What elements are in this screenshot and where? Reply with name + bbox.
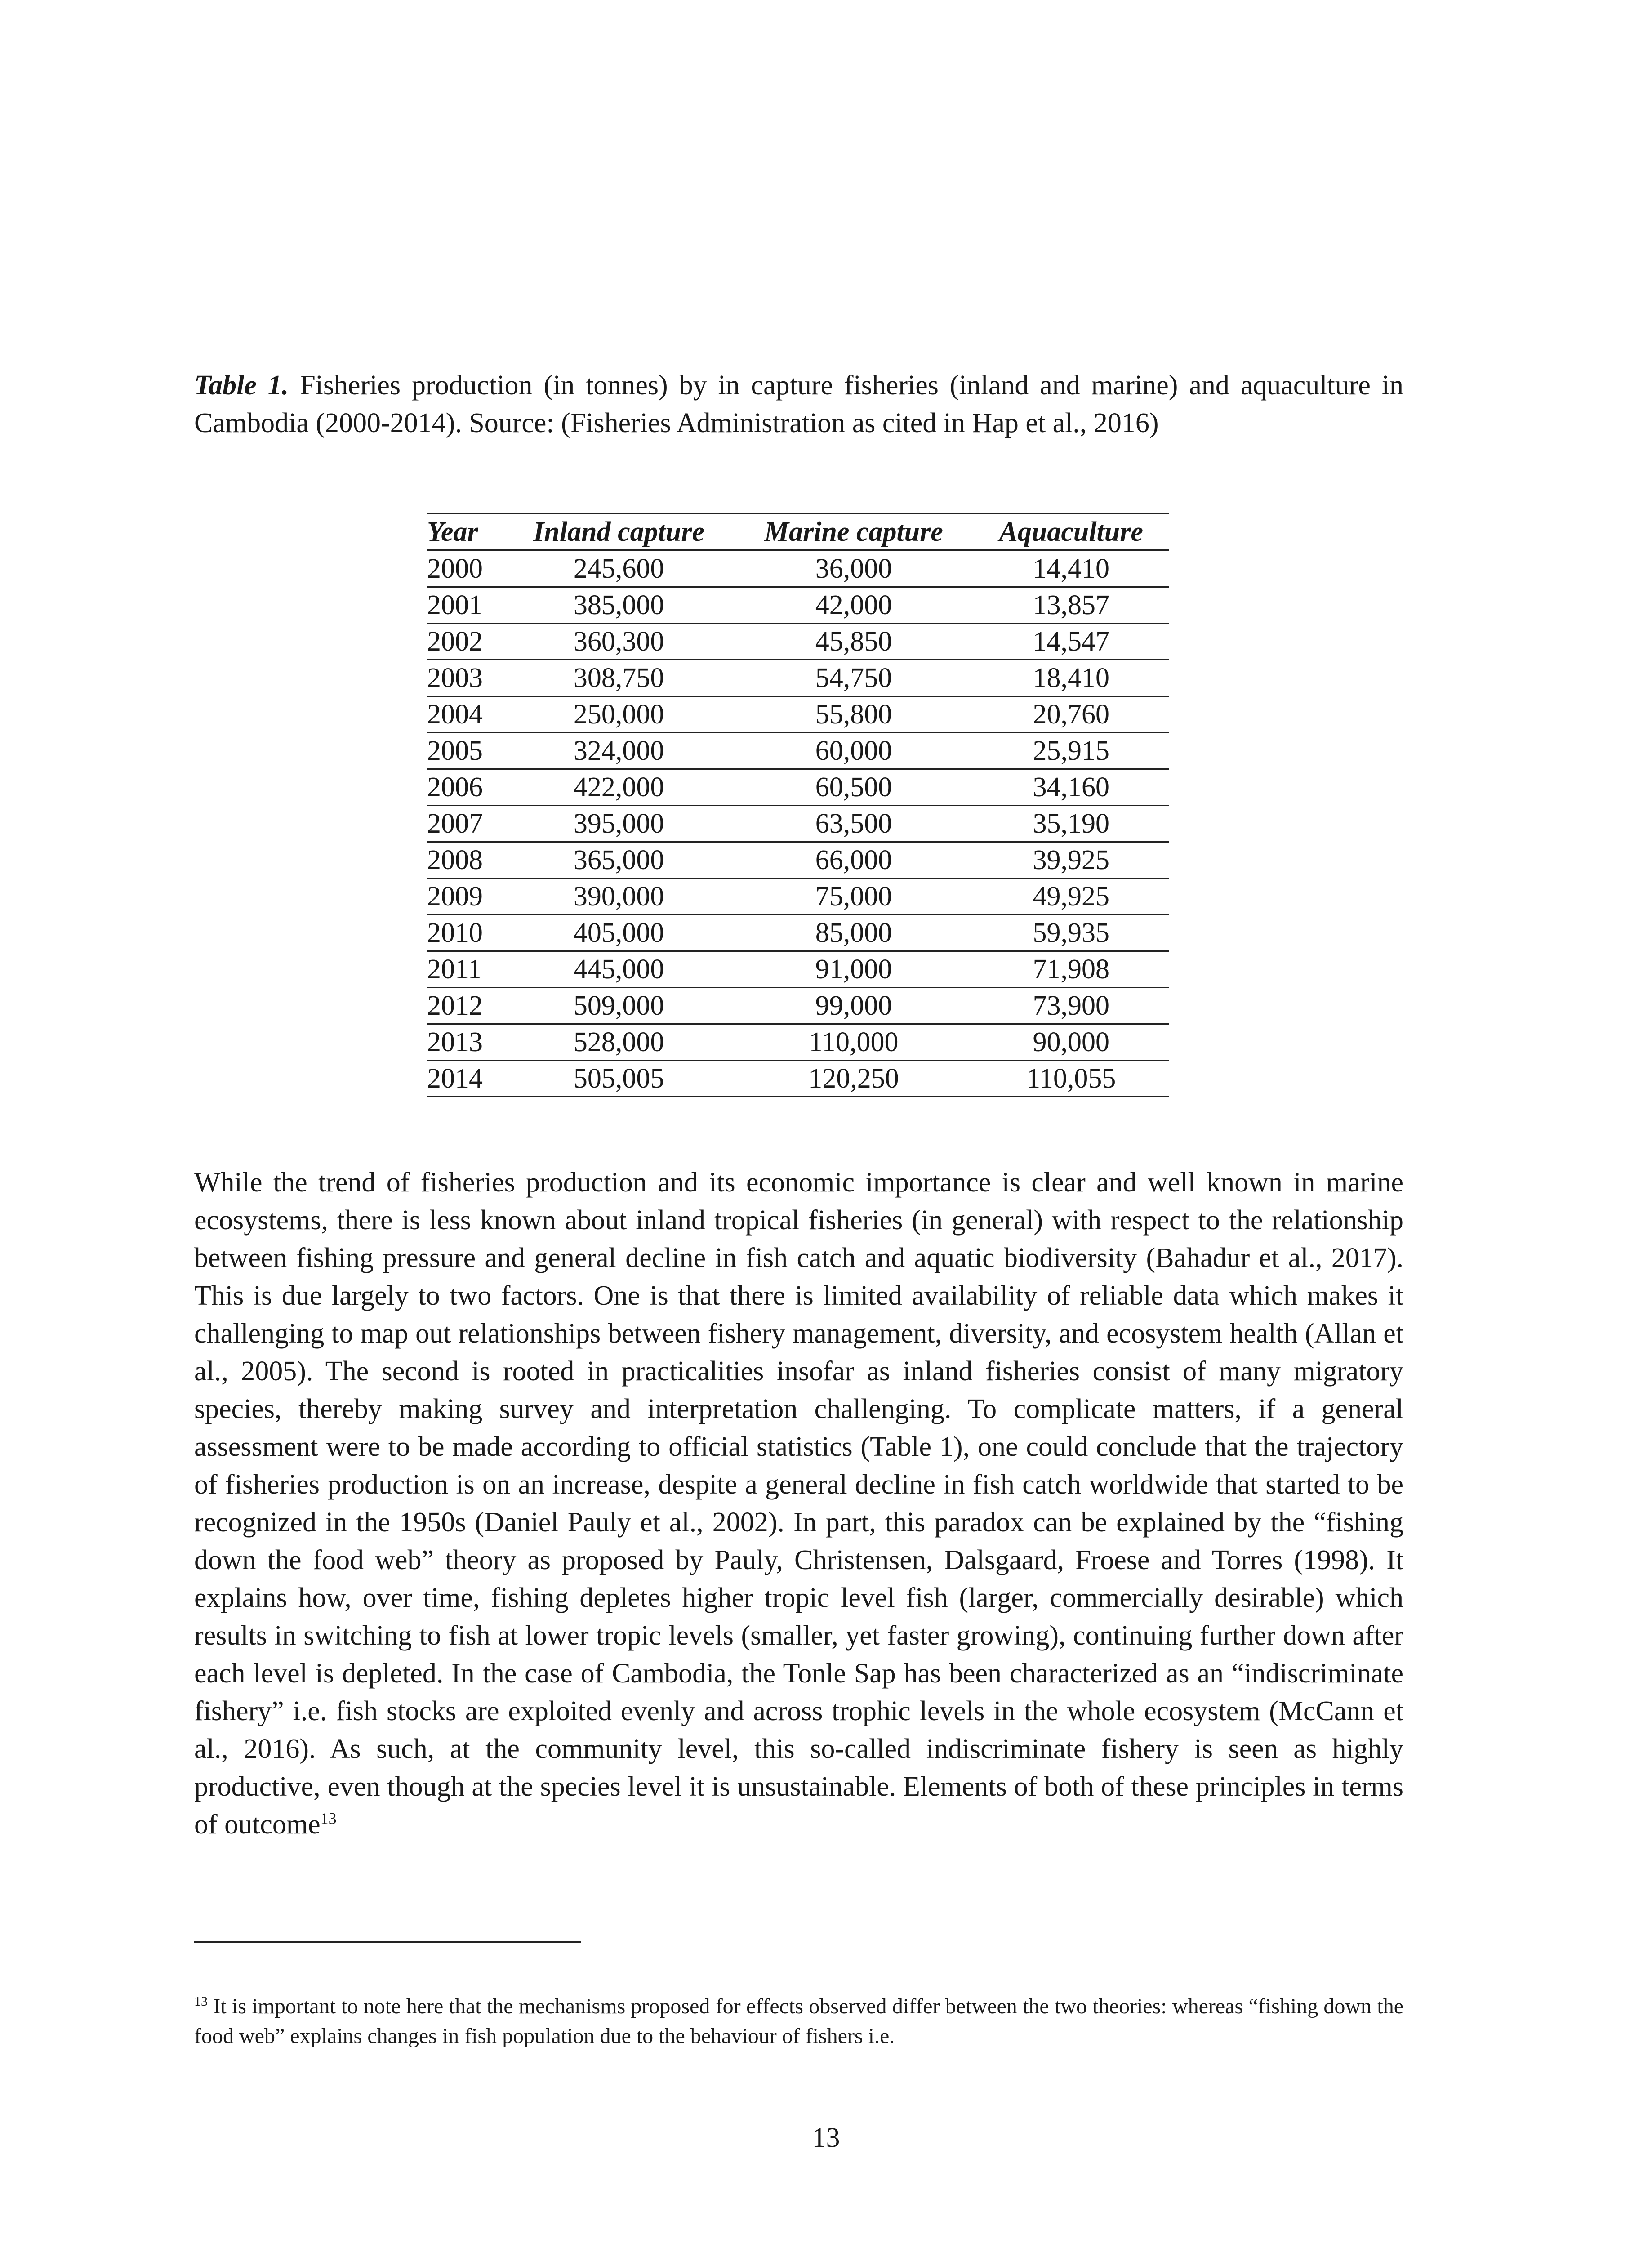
cell-marine-capture: 85,000 [734, 915, 973, 951]
cell-marine-capture: 54,750 [734, 660, 973, 696]
cell-aquaculture: 18,410 [974, 660, 1169, 696]
cell-aquaculture: 110,055 [974, 1061, 1169, 1097]
cell-inland-capture: 365,000 [504, 842, 734, 879]
cell-year: 2013 [427, 1024, 504, 1061]
body-paragraph-text: While the trend of fisheries production and its economic importance is clear and well known in marine ecosystems, there is less known about inland tropical fisheries (in general) with respect to the relationship between fishing pressure and general decline in fish catch and aquatic biodiversity (Bahadur et al., 2017). This is due largely to two factors. One is that there is limited availability of reliable data which makes it challenging to map out relationships between fishery management, diversity, and ecosystem health (Allan et al., 2005). The second is rooted in practicalities insofar as inland fisheries consist of many migratory species, thereby making survey and interpretation challenging. To complicate matters, if a general assessment were to be made according to official statistics (Table 1), one could conclude that the trajectory of fisheries production is on an increase, despite a general decline in fish catch worldwide that started to be recognized in the 1950s (Daniel Pauly et al., 2002). In part, this paradox can be explained by the “fishing down the food web” theory as proposed by Pauly, Christensen, Dalsgaard, Froese and Torres (1998). It explains how, over time, fishing depletes higher tropic level fish (larger, commercially desirable) which results in switching to fish at lower tropic levels (smaller, yet faster growing), continuing further down after each level is depleted. In the case of Cambodia, the Tonle Sap has been characterized as an “indiscriminate fishery” i.e. fish stocks are exploited evenly and across trophic levels in the whole ecosystem (McCann et al., 2016). As such, at the community level, this so-called indiscriminate fishery is seen as highly productive, even though at the species level it is unsustainable. Elements of both of these principles in terms of outcome [194, 1167, 1403, 1840]
table-row [427, 696, 1169, 733]
cell-inland-capture: 395,000 [504, 806, 734, 842]
cell-aquaculture: 35,190 [974, 806, 1169, 842]
cell-aquaculture: 71,908 [974, 951, 1169, 988]
cell-year: 2002 [427, 624, 504, 660]
table-row [427, 915, 1169, 951]
table-row [427, 1024, 1169, 1061]
cell-aquaculture: 39,925 [974, 842, 1169, 879]
cell-aquaculture: 14,547 [974, 624, 1169, 660]
cell-marine-capture: 75,000 [734, 879, 973, 915]
cell-inland-capture: 505,005 [504, 1061, 734, 1097]
cell-inland-capture: 445,000 [504, 951, 734, 988]
cell-inland-capture: 385,000 [504, 587, 734, 624]
cell-year: 2008 [427, 842, 504, 879]
cell-inland-capture: 360,300 [504, 624, 734, 660]
cell-year: 2000 [427, 550, 504, 587]
column-header-aquaculture: Aquaculture [974, 513, 1169, 550]
cell-year: 2011 [427, 951, 504, 988]
cell-year: 2005 [427, 733, 504, 769]
footnote-number: 13 [194, 1994, 208, 2009]
cell-aquaculture: 90,000 [974, 1024, 1169, 1061]
cell-marine-capture: 42,000 [734, 587, 973, 624]
cell-inland-capture: 245,600 [504, 550, 734, 587]
cell-year: 2004 [427, 696, 504, 733]
cell-marine-capture: 91,000 [734, 951, 973, 988]
cell-year: 2007 [427, 806, 504, 842]
cell-aquaculture: 14,410 [974, 550, 1169, 587]
footnote-reference: 13 [320, 1809, 337, 1828]
table-header-row [427, 513, 1169, 550]
cell-marine-capture: 55,800 [734, 696, 973, 733]
cell-inland-capture: 324,000 [504, 733, 734, 769]
column-header-year: Year [427, 513, 504, 550]
table-caption-label: Table 1. [194, 370, 289, 401]
cell-inland-capture: 509,000 [504, 988, 734, 1024]
fisheries-production-table [427, 513, 1169, 1097]
table-row [427, 951, 1169, 988]
cell-year: 2010 [427, 915, 504, 951]
table-row [427, 1061, 1169, 1097]
cell-aquaculture: 13,857 [974, 587, 1169, 624]
cell-aquaculture: 20,760 [974, 696, 1169, 733]
page-number: 13 [812, 2123, 840, 2153]
table-row [427, 660, 1169, 696]
table-row [427, 879, 1169, 915]
footnote-text: It is important to note here that the mechanisms proposed for effects observed differ between the two theories: whereas “fishing down the food web” explains changes in fish population due to the behaviour of fishers i.e. [194, 1994, 1403, 2048]
cell-inland-capture: 405,000 [504, 915, 734, 951]
cell-inland-capture: 528,000 [504, 1024, 734, 1061]
cell-year: 2001 [427, 587, 504, 624]
table-body [427, 550, 1169, 1097]
cell-year: 2009 [427, 879, 504, 915]
table-row [427, 769, 1169, 806]
table-row [427, 587, 1169, 624]
cell-marine-capture: 60,500 [734, 769, 973, 806]
cell-marine-capture: 110,000 [734, 1024, 973, 1061]
table-row [427, 550, 1169, 587]
table-row [427, 988, 1169, 1024]
cell-marine-capture: 60,000 [734, 733, 973, 769]
cell-inland-capture: 250,000 [504, 696, 734, 733]
cell-aquaculture: 73,900 [974, 988, 1169, 1024]
cell-year: 2006 [427, 769, 504, 806]
cell-marine-capture: 99,000 [734, 988, 973, 1024]
table-row [427, 624, 1169, 660]
table-row [427, 733, 1169, 769]
cell-inland-capture: 422,000 [504, 769, 734, 806]
cell-marine-capture: 36,000 [734, 550, 973, 587]
cell-marine-capture: 66,000 [734, 842, 973, 879]
column-header-inland-capture: Inland capture [504, 513, 734, 550]
footnote [194, 1992, 1403, 2051]
cell-year: 2003 [427, 660, 504, 696]
column-header-marine-capture: Marine capture [734, 513, 973, 550]
table-caption [194, 366, 1403, 442]
table-row [427, 806, 1169, 842]
cell-marine-capture: 63,500 [734, 806, 973, 842]
cell-aquaculture: 49,925 [974, 879, 1169, 915]
cell-inland-capture: 308,750 [504, 660, 734, 696]
cell-marine-capture: 45,850 [734, 624, 973, 660]
cell-marine-capture: 120,250 [734, 1061, 973, 1097]
footnote-divider [194, 1941, 581, 1943]
cell-aquaculture: 59,935 [974, 915, 1169, 951]
table-caption-text: Fisheries production (in tonnes) by in capture fisheries (inland and marine) and aquaculture in Cambodia (2000-2014). Source: (Fisheries Administration as cited in Hap et al., 2016) [194, 370, 1403, 438]
cell-year: 2012 [427, 988, 504, 1024]
body-paragraph [194, 1164, 1403, 1843]
cell-inland-capture: 390,000 [504, 879, 734, 915]
table-row [427, 842, 1169, 879]
cell-aquaculture: 34,160 [974, 769, 1169, 806]
cell-aquaculture: 25,915 [974, 733, 1169, 769]
cell-year: 2014 [427, 1061, 504, 1097]
